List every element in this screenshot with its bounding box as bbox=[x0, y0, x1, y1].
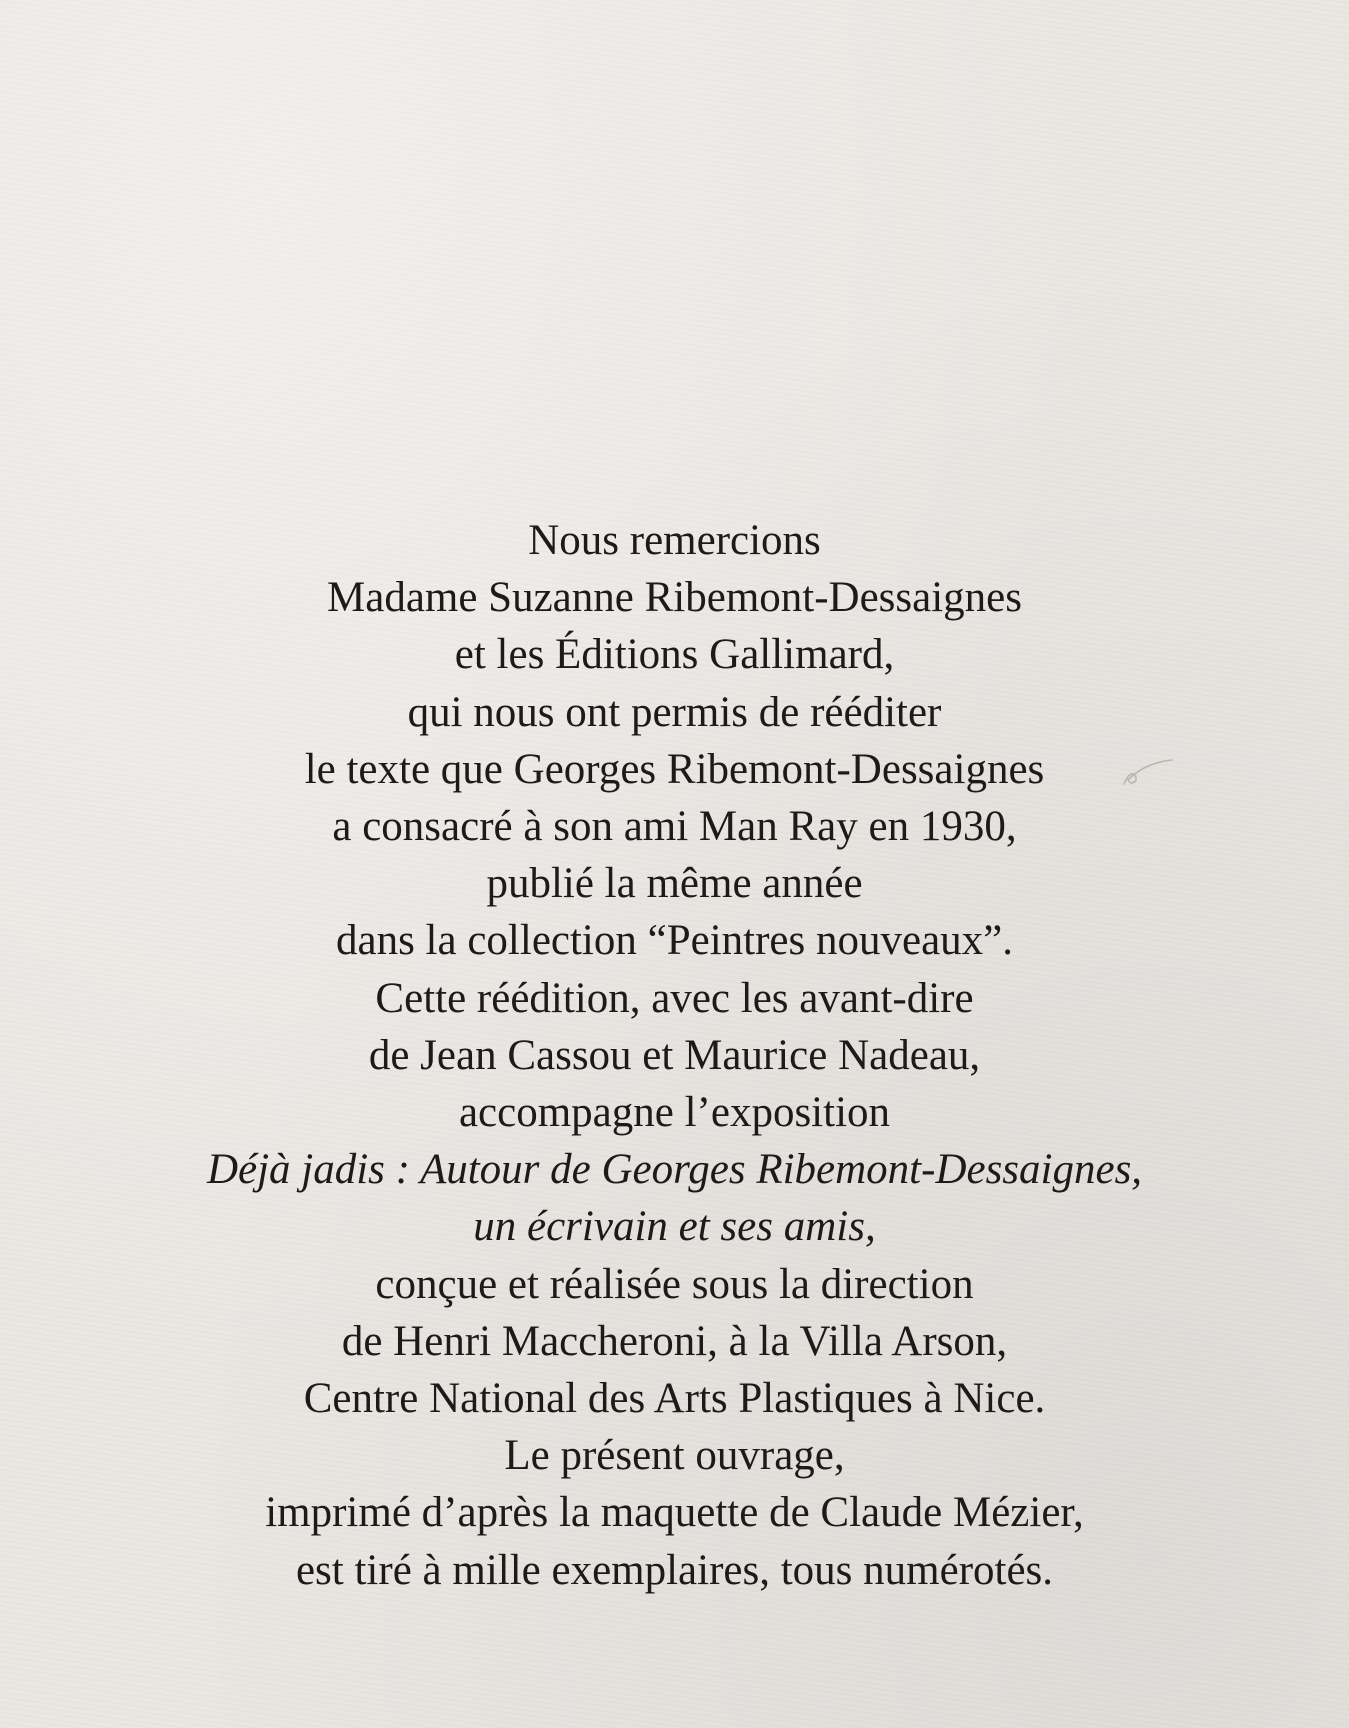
colophon-text bbox=[0, 512, 1349, 1599]
text-line: Centre National des Arts Plastiques à Nice. bbox=[303, 1375, 1046, 1423]
text-line: conçue et réalisée sous la direction bbox=[375, 1260, 974, 1308]
exhibition-subtitle: un écrivain et ses amis, bbox=[473, 1203, 876, 1251]
text-line: Nous remercions bbox=[528, 517, 821, 564]
text-line: Le présent ouvrage, bbox=[504, 1432, 845, 1480]
text-line: Madame Suzanne Ribemont-Dessaignes bbox=[327, 574, 1022, 622]
exhibition-title: Déjà jadis : Autour de Georges Ribemont-Dessaignes, bbox=[206, 1146, 1143, 1194]
text-line: est tiré à mille exemplaires, tous numérotés. bbox=[295, 1546, 1054, 1594]
text-line: qui nous ont permis de rééditer bbox=[407, 688, 942, 736]
text-line: imprimé d’après la maquette de Claude Mézier, bbox=[265, 1489, 1084, 1537]
text-line: et les Éditions Gallimard, bbox=[454, 631, 895, 679]
text-line: de Henri Maccheroni, à la Villa Arson, bbox=[341, 1317, 1008, 1365]
pencil-stroke bbox=[1124, 760, 1172, 784]
pencil-mark bbox=[1118, 758, 1176, 788]
text-line: dans la collection “Peintres nouveaux”. bbox=[335, 917, 1014, 965]
text-line: Cette réédition, avec les avant-dire bbox=[375, 974, 974, 1022]
text-line: le texte que Georges Ribemont-Dessaignes bbox=[304, 745, 1045, 793]
text-line: a consacré à son ami Man Ray en 1930, bbox=[332, 803, 1017, 851]
text-line: accompagne l’exposition bbox=[458, 1089, 891, 1137]
text-line: publié la même année bbox=[486, 860, 863, 908]
text-line: de Jean Cassou et Maurice Nadeau, bbox=[368, 1031, 981, 1079]
